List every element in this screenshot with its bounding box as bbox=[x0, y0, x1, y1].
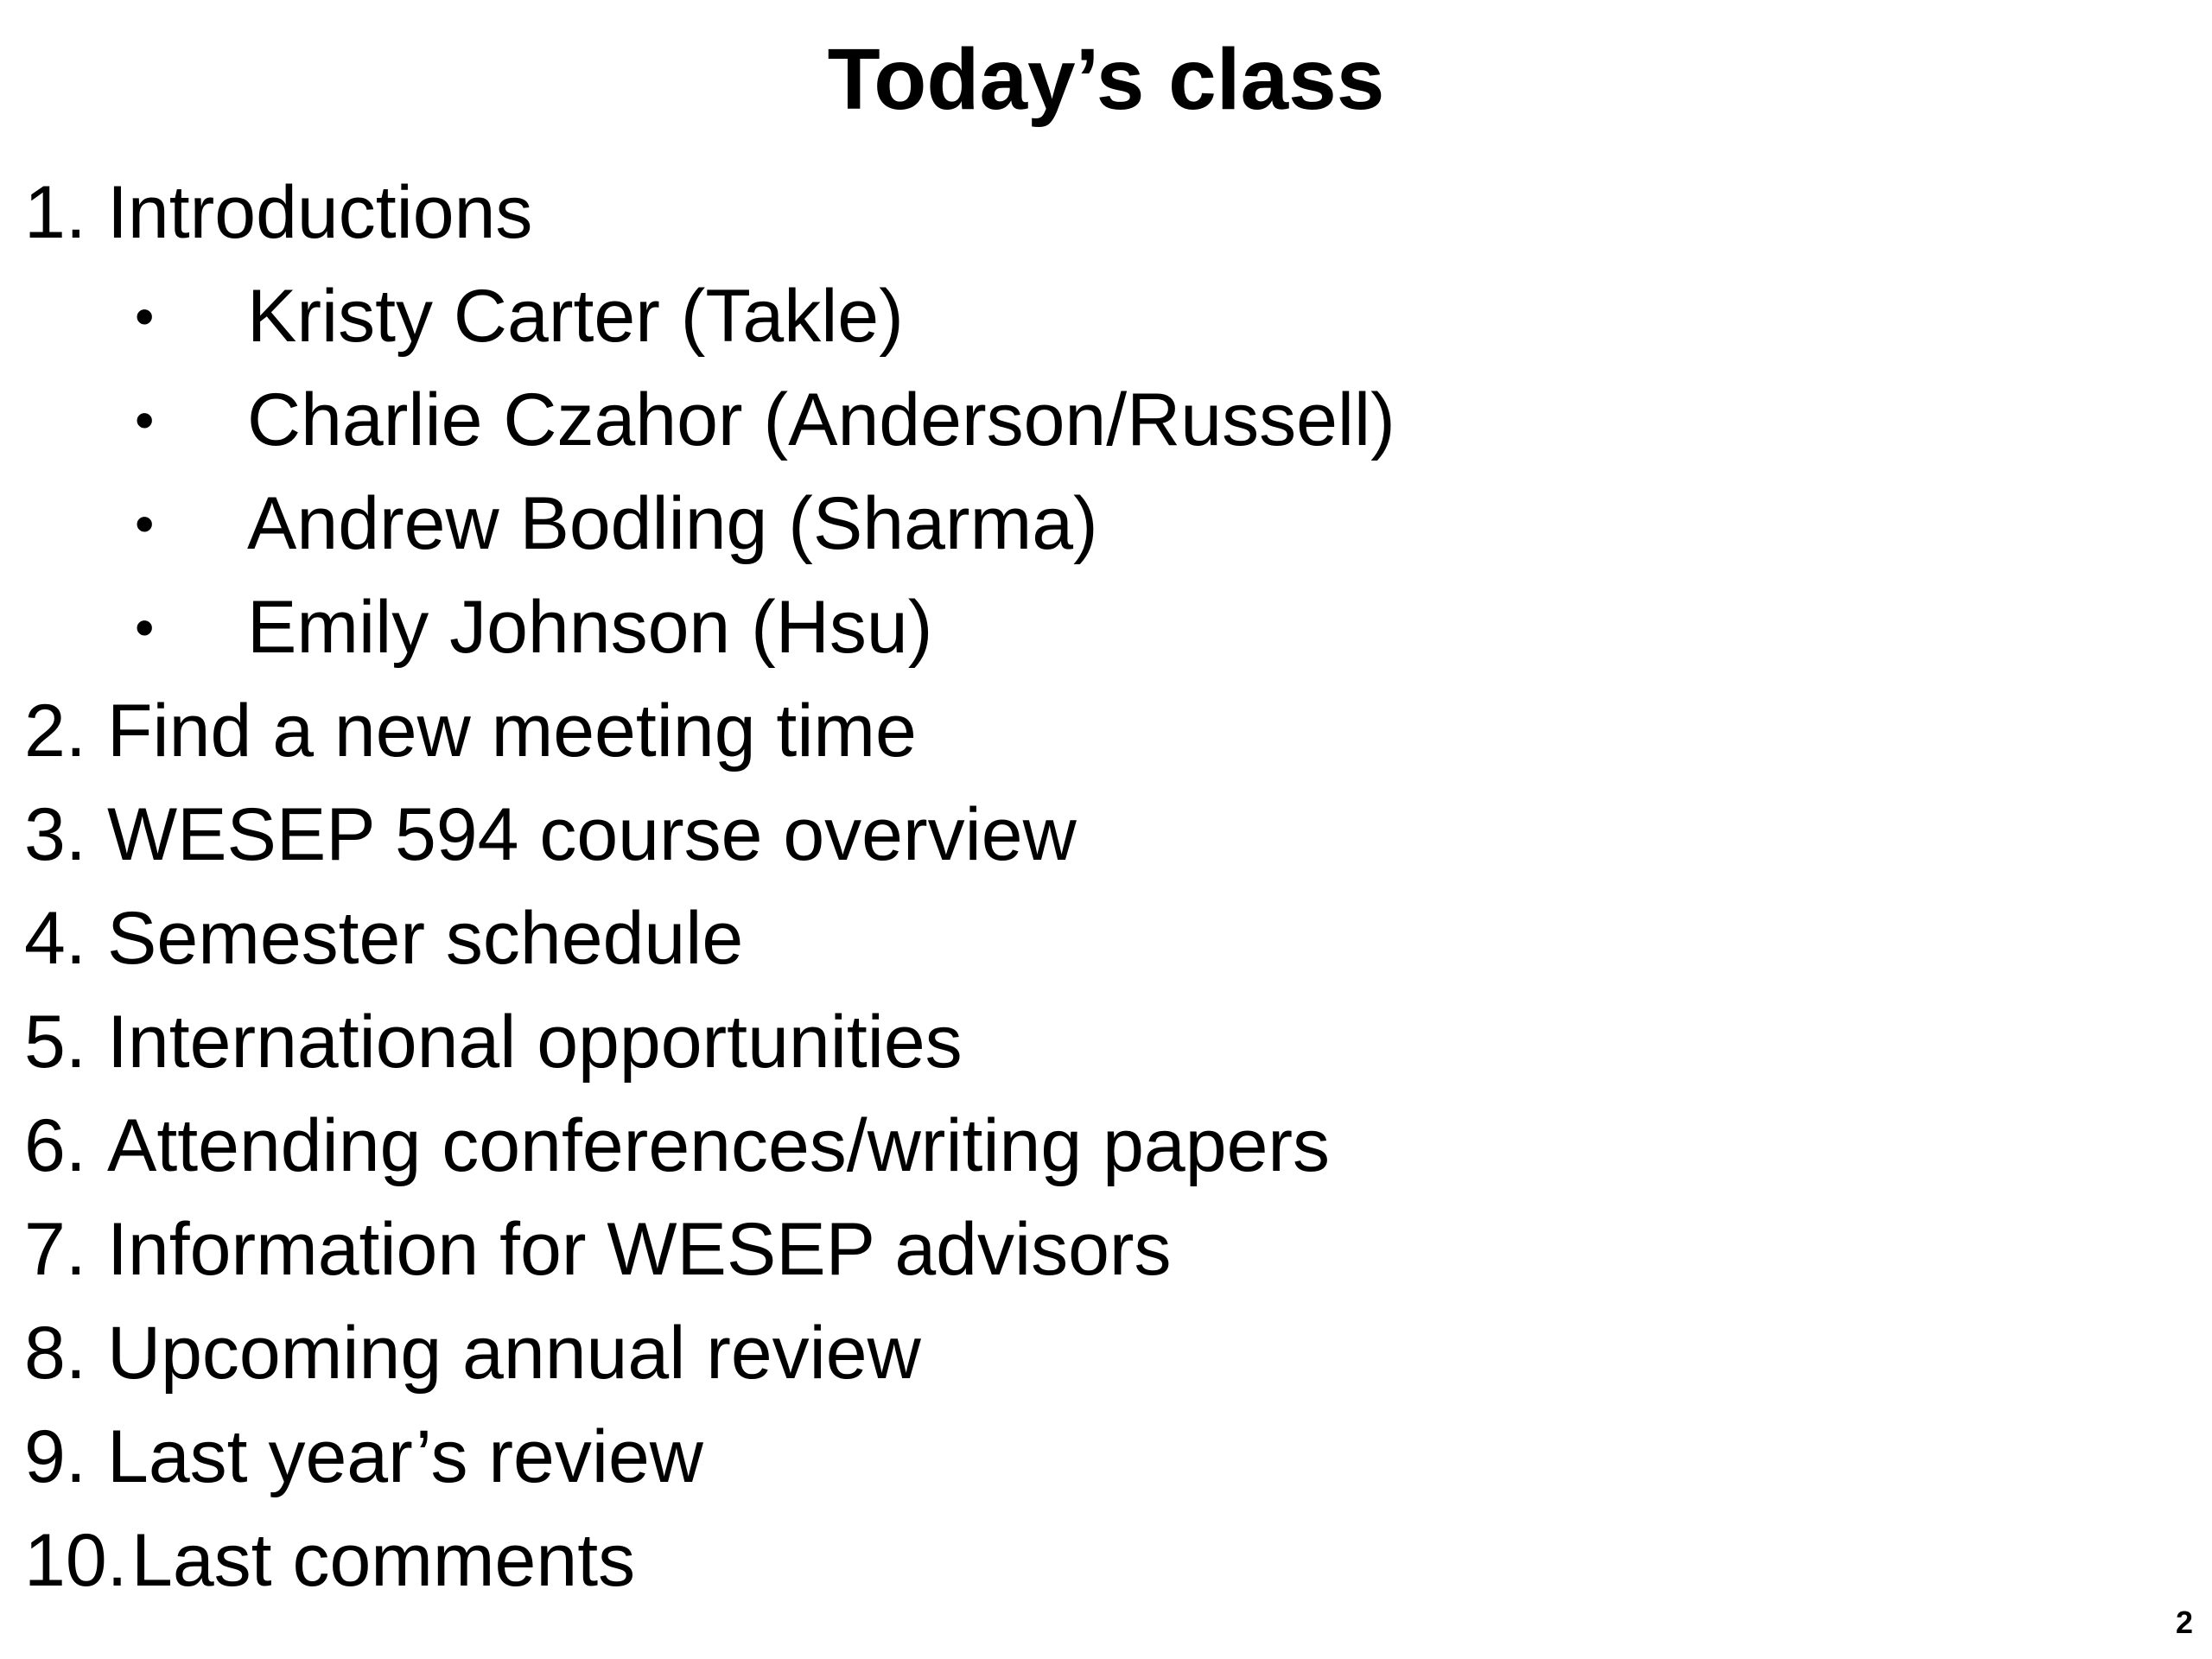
introduction-item bbox=[24, 575, 2098, 679]
introduction-item bbox=[24, 472, 2098, 575]
bullet-icon: • bbox=[135, 389, 155, 451]
introduction-item bbox=[24, 368, 2098, 472]
agenda-item-text: Attending conferences/writing papers bbox=[107, 1104, 1331, 1187]
introduction-name: Andrew Bodling (Sharma) bbox=[247, 482, 1098, 565]
agenda-item bbox=[24, 1094, 2098, 1198]
agenda-item-text: International opportunities bbox=[107, 1001, 963, 1084]
agenda-item-number: 5. bbox=[24, 1001, 86, 1084]
agenda-item bbox=[24, 1198, 2098, 1301]
agenda-item bbox=[24, 161, 2098, 264]
introduction-item bbox=[24, 264, 2098, 368]
agenda-item-number: 8. bbox=[24, 1312, 86, 1395]
agenda-item-number: 3. bbox=[24, 793, 86, 876]
agenda-list bbox=[24, 161, 2098, 1612]
agenda-item bbox=[24, 1509, 2098, 1612]
introduction-name: Kristy Carter (Takle) bbox=[247, 275, 904, 358]
agenda-item-number: 1. bbox=[24, 171, 86, 254]
agenda-item-number: 9. bbox=[24, 1415, 86, 1498]
agenda-item-text: Find a new meeting time bbox=[107, 690, 917, 772]
agenda-item bbox=[24, 783, 2098, 887]
agenda-item-number: 10. bbox=[24, 1519, 128, 1602]
agenda-item-text: Information for WESEP advisors bbox=[107, 1208, 1172, 1291]
agenda-item-number: 2. bbox=[24, 690, 86, 772]
introduction-name: Charlie Czahor (Anderson/Russell) bbox=[247, 378, 1395, 461]
agenda-item-text: Semester schedule bbox=[107, 897, 744, 980]
bullet-icon: • bbox=[135, 493, 155, 555]
agenda-item-number: 7. bbox=[24, 1208, 86, 1291]
slide-title: Today’s class bbox=[827, 31, 1385, 128]
agenda-item-text: Last year’s review bbox=[107, 1415, 703, 1498]
agenda-item-text: Introductions bbox=[107, 171, 533, 254]
agenda-item-number: 6. bbox=[24, 1104, 86, 1187]
bullet-icon: • bbox=[135, 285, 155, 347]
agenda-item-text: WESEP 594 course overview bbox=[107, 793, 1077, 876]
bullet-icon: • bbox=[135, 596, 155, 658]
agenda-item bbox=[24, 1301, 2098, 1405]
agenda-item-text: Last comments bbox=[131, 1519, 636, 1602]
agenda-item bbox=[24, 887, 2098, 990]
agenda-item bbox=[24, 1405, 2098, 1509]
agenda-item bbox=[24, 990, 2098, 1094]
page-number: 2 bbox=[2175, 1605, 2193, 1640]
agenda-item-number: 4. bbox=[24, 897, 86, 980]
introduction-name: Emily Johnson (Hsu) bbox=[247, 586, 933, 669]
agenda-item bbox=[24, 679, 2098, 783]
agenda-item-text: Upcoming annual review bbox=[107, 1312, 921, 1395]
